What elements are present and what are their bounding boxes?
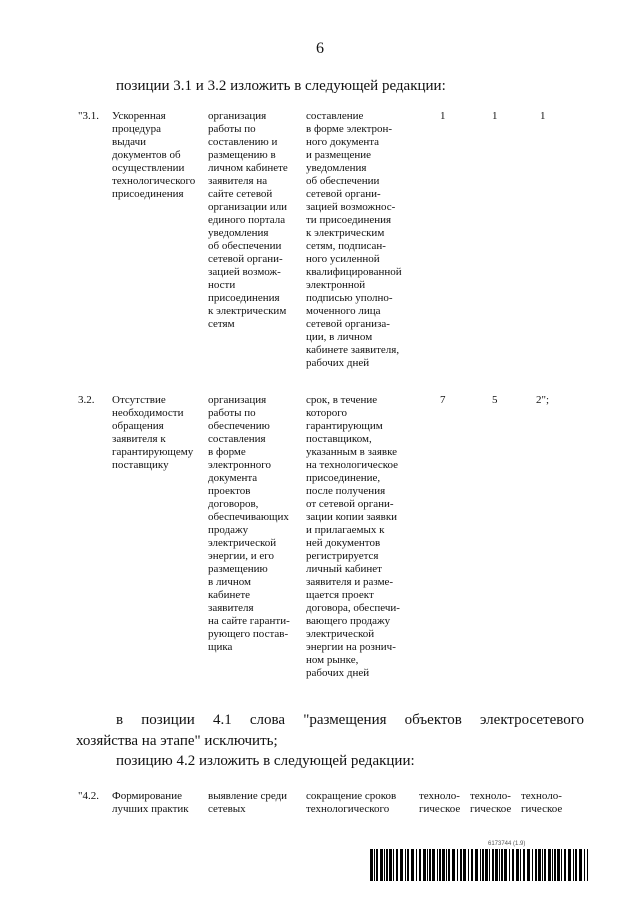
row-4-2-number: "4.2.	[78, 790, 99, 802]
row-3-2-measure: организация работы по обеспечению составления в форме электронного документа проектов договоров, обеспечивающих продажу электрической энергии, и его размещению в личном кабинете заявителя на сайте гаранти- рующего постав- щика	[208, 394, 290, 653]
page-number: 6	[316, 40, 324, 57]
row-3-1-number: "3.1.	[78, 110, 99, 122]
row-3-2-value-2: 5	[492, 394, 498, 406]
row-4-2-indicator: сокращение сроков технологического	[306, 790, 397, 815]
row-3-2-number: 3.2.	[78, 394, 95, 406]
row-3-2-value-1: 7	[440, 394, 446, 406]
row-4-2-value-2: техноло- гическое	[470, 790, 512, 815]
row-4-2-value-3: техноло- гическое	[521, 790, 563, 815]
row-3-1-value-2: 1	[492, 110, 498, 122]
barcode-number: 6173744 (1.9)	[488, 841, 526, 847]
intro-line-positions-3: позиции 3.1 и 3.2 изложить в следующей редакции:	[116, 78, 446, 94]
row-3-2-indicator: срок, в течение которого гарантирующим поставщиком, указанным в заявке на технологическое присоединение, после получения от сетевой органи- зации копии заявки и прилагаемых к ней документов регистрируется личный кабинет заявителя и разме- щается проект договора, обеспечи- вающего продажу электрической энергии на рознич- ном рынке, рабочих дней	[306, 394, 400, 679]
paragraph-line-2: хозяйства на этапе" исключить;	[76, 733, 278, 749]
row-3-2-value-3: 2";	[536, 394, 550, 406]
row-3-2-name: Отсутствие необходимости обращения заявителя к гарантирующему поставщику	[112, 394, 194, 471]
row-3-1-value-1: 1	[440, 110, 446, 122]
paragraph-line-1: в позиции 4.1 слова "размещения объектов электросетевого	[116, 712, 584, 728]
row-3-1-indicator: составление в форме электрон- ного документа и размещение уведомления об обеспечении сетевой органи- зацией возможнос- ти присоединения к электрическим сетям, подписан- ного усиленной квалифицированной электронной подписью уполно- моченного лица сетевой организа- ции, в личном кабинете заявителя, рабочих дней	[306, 110, 402, 369]
row-3-1-name: Ускоренная процедура выдачи документов об осуществлении технологического присоединения	[112, 110, 196, 200]
intro-line-position-4-2: позицию 4.2 изложить в следующей редакции:	[116, 753, 415, 769]
barcode	[370, 849, 588, 881]
row-4-2-value-1: техноло- гическое	[419, 790, 461, 815]
row-4-2-name: Формирование лучших практик	[112, 790, 189, 815]
row-3-1-value-3: 1	[540, 110, 546, 122]
row-3-1-measure: организация работы по составлению и размещению в личном кабинете заявителя на сайте сетевой организации или единого портала уведомления об обеспечении сетевой органи- зацией возмож- ности присоединения к электрическим сетям	[208, 110, 288, 330]
row-4-2-measure: выявление среди сетевых	[208, 790, 288, 815]
